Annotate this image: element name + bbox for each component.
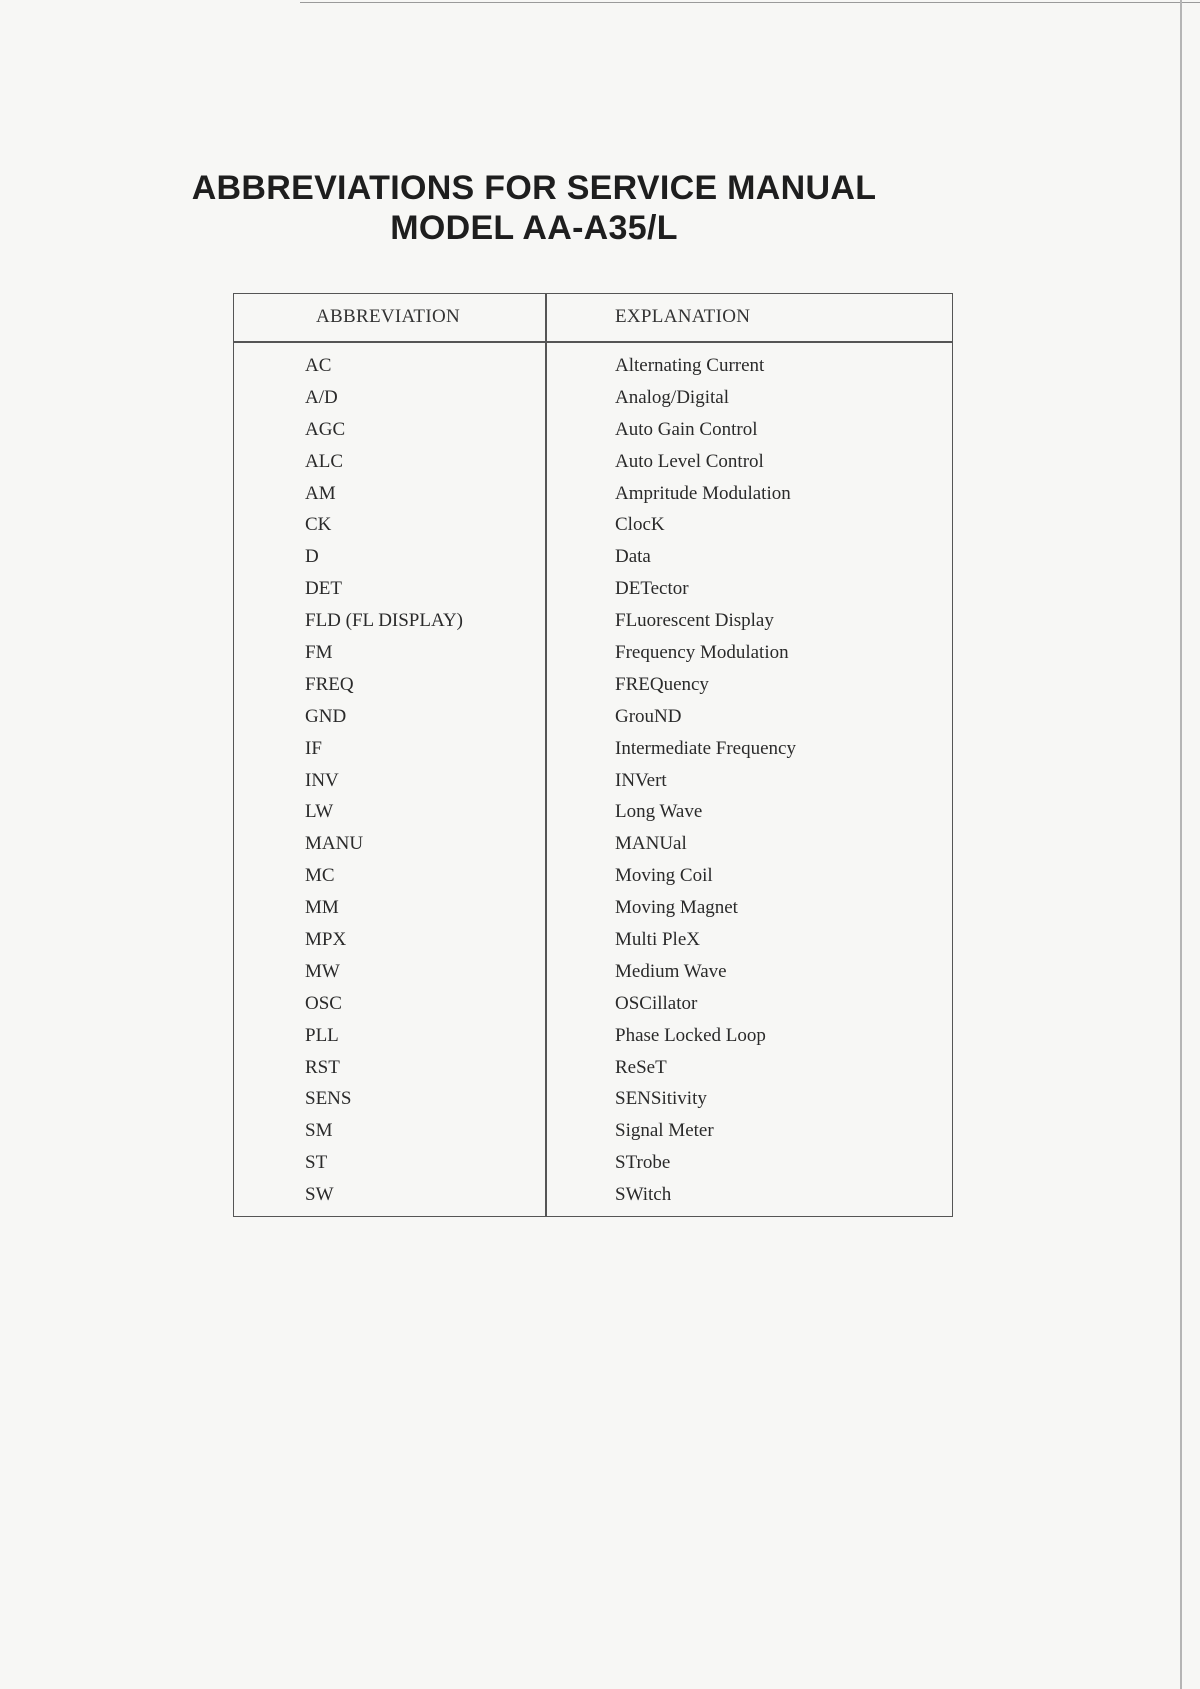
abbreviation-cell: MPX <box>305 929 347 951</box>
table-row <box>234 862 952 894</box>
explanation-cell: GrouND <box>615 705 682 727</box>
explanation-cell: Moving Magnet <box>615 897 738 919</box>
abbreviation-cell: LW <box>305 801 334 823</box>
explanation-cell: MANUal <box>615 833 687 855</box>
explanation-cell: INVert <box>615 769 667 791</box>
table-row <box>234 798 952 830</box>
explanation-cell: ClocK <box>615 514 665 536</box>
explanation-cell: Ampritude Modulation <box>615 482 791 504</box>
abbreviation-cell: GND <box>305 705 347 727</box>
table-row <box>234 1149 952 1181</box>
explanation-cell: OSCillator <box>615 992 698 1014</box>
page-edge-top <box>300 2 1200 3</box>
column-header-explanation: EXPLANATION <box>615 306 751 327</box>
table-row <box>234 416 952 448</box>
abbreviation-cell: MC <box>305 865 335 887</box>
explanation-cell: Data <box>615 546 651 568</box>
abbreviation-cell: PLL <box>305 1024 339 1046</box>
explanation-cell: Auto Level Control <box>615 450 764 472</box>
table-row <box>234 1117 952 1149</box>
table-row <box>234 448 952 480</box>
abbreviation-cell: CK <box>305 514 332 536</box>
abbreviation-cell: AGC <box>305 418 346 440</box>
table-row <box>234 543 952 575</box>
explanation-cell: STrobe <box>615 1152 671 1174</box>
page-title-line-1: ABBREVIATIONS FOR SERVICE MANUAL <box>191 169 877 207</box>
explanation-cell: SENSitivity <box>615 1088 707 1110</box>
table-row <box>234 767 952 799</box>
page-edge-right <box>1180 0 1182 1689</box>
explanation-cell: Frequency Modulation <box>615 642 789 664</box>
table-row <box>234 607 952 639</box>
explanation-cell: Moving Coil <box>615 865 713 887</box>
explanation-cell: Phase Locked Loop <box>615 1024 766 1046</box>
abbreviation-cell: AM <box>305 482 336 504</box>
explanation-cell: FLuorescent Display <box>615 610 774 632</box>
abbreviation-cell: ALC <box>305 450 343 472</box>
page-title <box>0 168 1068 248</box>
table-row <box>234 735 952 767</box>
table-row <box>234 990 952 1022</box>
abbreviation-cell: OSC <box>305 992 342 1014</box>
table-row <box>234 1181 952 1213</box>
abbreviation-cell: INV <box>305 769 339 791</box>
abbreviation-cell: D <box>305 546 319 568</box>
explanation-cell: Intermediate Frequency <box>615 737 796 759</box>
explanation-cell: Auto Gain Control <box>615 418 758 440</box>
abbreviation-cell: MANU <box>305 833 364 855</box>
explanation-cell: Medium Wave <box>615 960 727 982</box>
abbreviation-cell: FLD (FL DISPLAY) <box>305 610 464 632</box>
table-row <box>234 703 952 735</box>
page-title-line-2: MODEL AA-A35/L <box>390 209 678 247</box>
table-row <box>234 1054 952 1086</box>
table-row <box>234 639 952 671</box>
explanation-cell: FREQuency <box>615 673 709 695</box>
abbreviation-cell: DET <box>305 578 342 600</box>
table-row <box>234 352 952 384</box>
table-row <box>234 511 952 543</box>
abbreviation-cell: RST <box>305 1056 340 1078</box>
abbreviation-cell: ST <box>305 1152 328 1174</box>
abbreviation-cell: IF <box>305 737 322 759</box>
column-header-abbreviation: ABBREVIATION <box>316 306 460 327</box>
abbreviation-cell: SM <box>305 1120 333 1142</box>
table-row <box>234 384 952 416</box>
abbreviation-cell: SENS <box>305 1088 352 1110</box>
abbreviation-cell: MW <box>305 960 340 982</box>
explanation-cell: Signal Meter <box>615 1120 714 1142</box>
explanation-cell: DETector <box>615 578 689 600</box>
abbreviation-cell: FM <box>305 642 333 664</box>
table-row <box>234 958 952 990</box>
table-row <box>234 894 952 926</box>
abbreviations-table <box>233 293 953 1217</box>
table-row <box>234 480 952 512</box>
abbreviation-cell: AC <box>305 355 332 376</box>
abbreviation-cell: MM <box>305 897 339 919</box>
explanation-cell: ReSeT <box>615 1056 667 1078</box>
explanation-cell: Analog/Digital <box>615 386 729 408</box>
table-row <box>234 671 952 703</box>
table-row <box>234 830 952 862</box>
header-rule <box>234 341 952 343</box>
abbreviation-cell: FREQ <box>305 673 354 695</box>
table-row <box>234 575 952 607</box>
table-row <box>234 1022 952 1054</box>
table-row <box>234 926 952 958</box>
abbreviation-cell: A/D <box>305 386 338 408</box>
explanation-cell: Alternating Current <box>615 355 765 376</box>
table-row <box>234 1085 952 1117</box>
explanation-cell: SWitch <box>615 1184 672 1206</box>
explanation-cell: Multi PleX <box>615 929 700 951</box>
abbreviation-cell: SW <box>305 1184 334 1206</box>
table-body <box>234 352 952 1213</box>
explanation-cell: Long Wave <box>615 801 703 823</box>
